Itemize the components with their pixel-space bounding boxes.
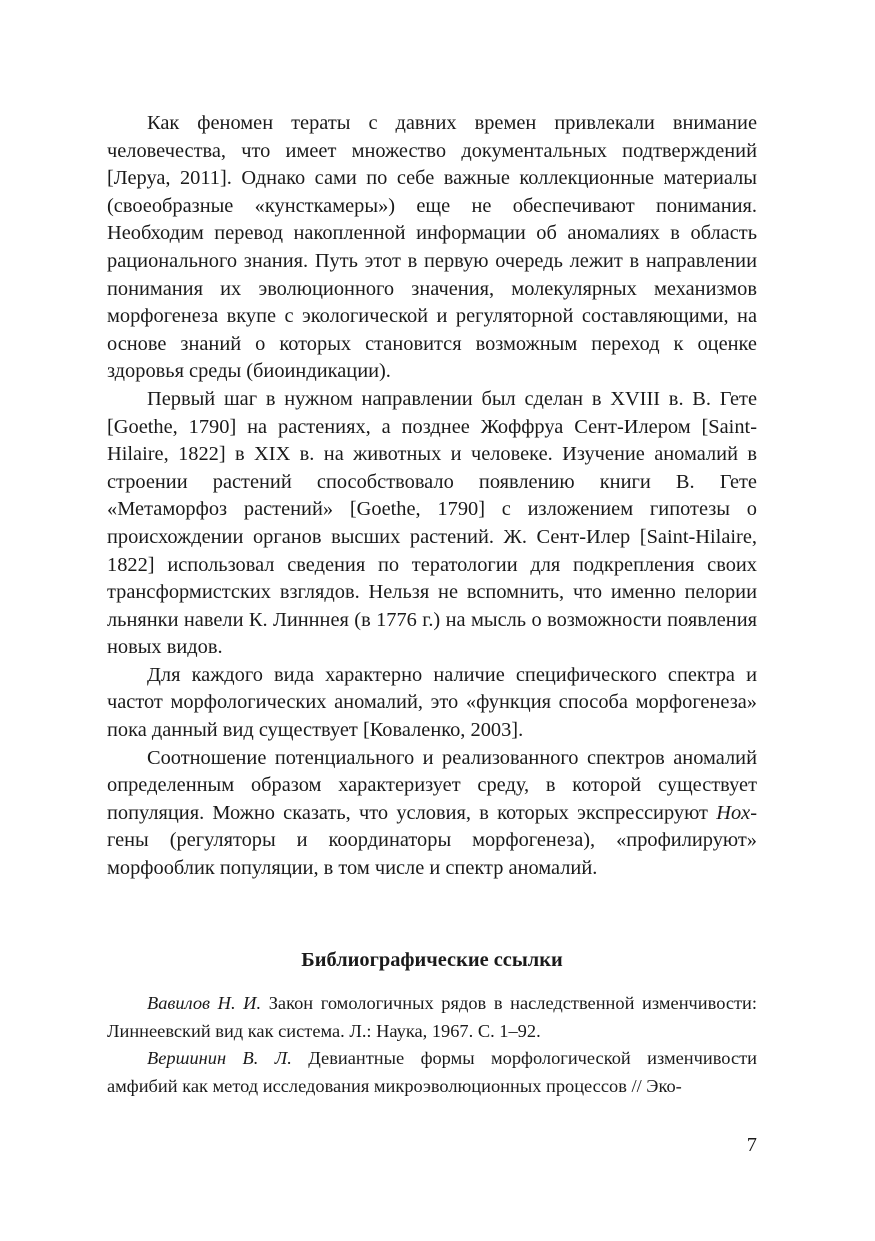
reference-item-2: [107, 1045, 757, 1100]
page-body: [107, 110, 757, 1101]
body-paragraph-3: Для каждого вида характерно наличие специфического спектра и частот морфологических аномалий, это «функция способа морфогенеза» пока данный вид существует [Коваленко, 2003].: [107, 663, 757, 742]
body-paragraph-4: [107, 745, 757, 883]
paragraph-4-text-start: Соотношение потенциального и реализованного спектров аномалий определенным образом характеризует среду, в которой существует популяция. Можно сказать, что условия, в которых экспрессируют: [107, 746, 757, 824]
body-paragraph-2: Первый шаг в нужном направлении был сделан в XVIII в. В. Гете [Goethe, 1790] на растениях, а позднее Жоффруа Сент-Илером [Saint-Hilaire, 1822] в XIX в. на животных и человеке. Изучение аномалий в строении растений способствовало появлению книги В. Гете «Метаморфоз растений» [Goethe, 1790] с изложением гипотезы о происхождении органов высших растений. Ж. Сент-Илер [Saint-Hilaire, 1822] использовал сведения по тератологии для подкрепления своих трансформистских взглядов. Нельзя не вспомнить, что именно пелории льнянки навели К. Линннея (в 1776 г.) на мысль о возможности появления новых видов.: [107, 387, 757, 659]
body-paragraph-1: Как феномен тераты с давних времен привлекали внимание человечества, что имеет множество документальных подтверждений [Леруа, 2011]. Однако сами по себе важные коллекционные материалы (своеобразные «кунсткамеры») еще не обеспечивают понимания. Необходим перевод накопленной информации об аномалиях в область рационального знания. Путь этот в первую очередь лежит в направлении понимания их эволюционного значения, молекулярных механизмов морфогенеза вкупе с экологической и регуляторной составляющими, на основе знаний о которых становится возможным переход к оценке здоровья среды (биоиндикации).: [107, 112, 757, 383]
paragraph-4-text-end: -гены (регуляторы и координаторы морфогенеза), «профилируют» морфооблик популяции, в том числе и спектр аномалий.: [107, 801, 757, 880]
reference-text: Закон гомологичных рядов в наследственной изменчивости: Линнеевский вид как система. Л.: Наука, 1967. С. 1–92.: [107, 993, 757, 1041]
page-number: 7: [746, 1134, 757, 1156]
reference-author: Вавилов Н. И.: [147, 993, 262, 1014]
reference-author: Вершинин В. Л.: [147, 1048, 292, 1069]
references-heading: Библиографические ссылки: [301, 948, 563, 971]
reference-text: Девиантные формы морфологической изменчивости амфибий как метод исследования микроэволюционных процессов // Эко-: [107, 1048, 757, 1096]
reference-item-1: [107, 990, 757, 1045]
hox-term: Hox: [716, 801, 751, 824]
